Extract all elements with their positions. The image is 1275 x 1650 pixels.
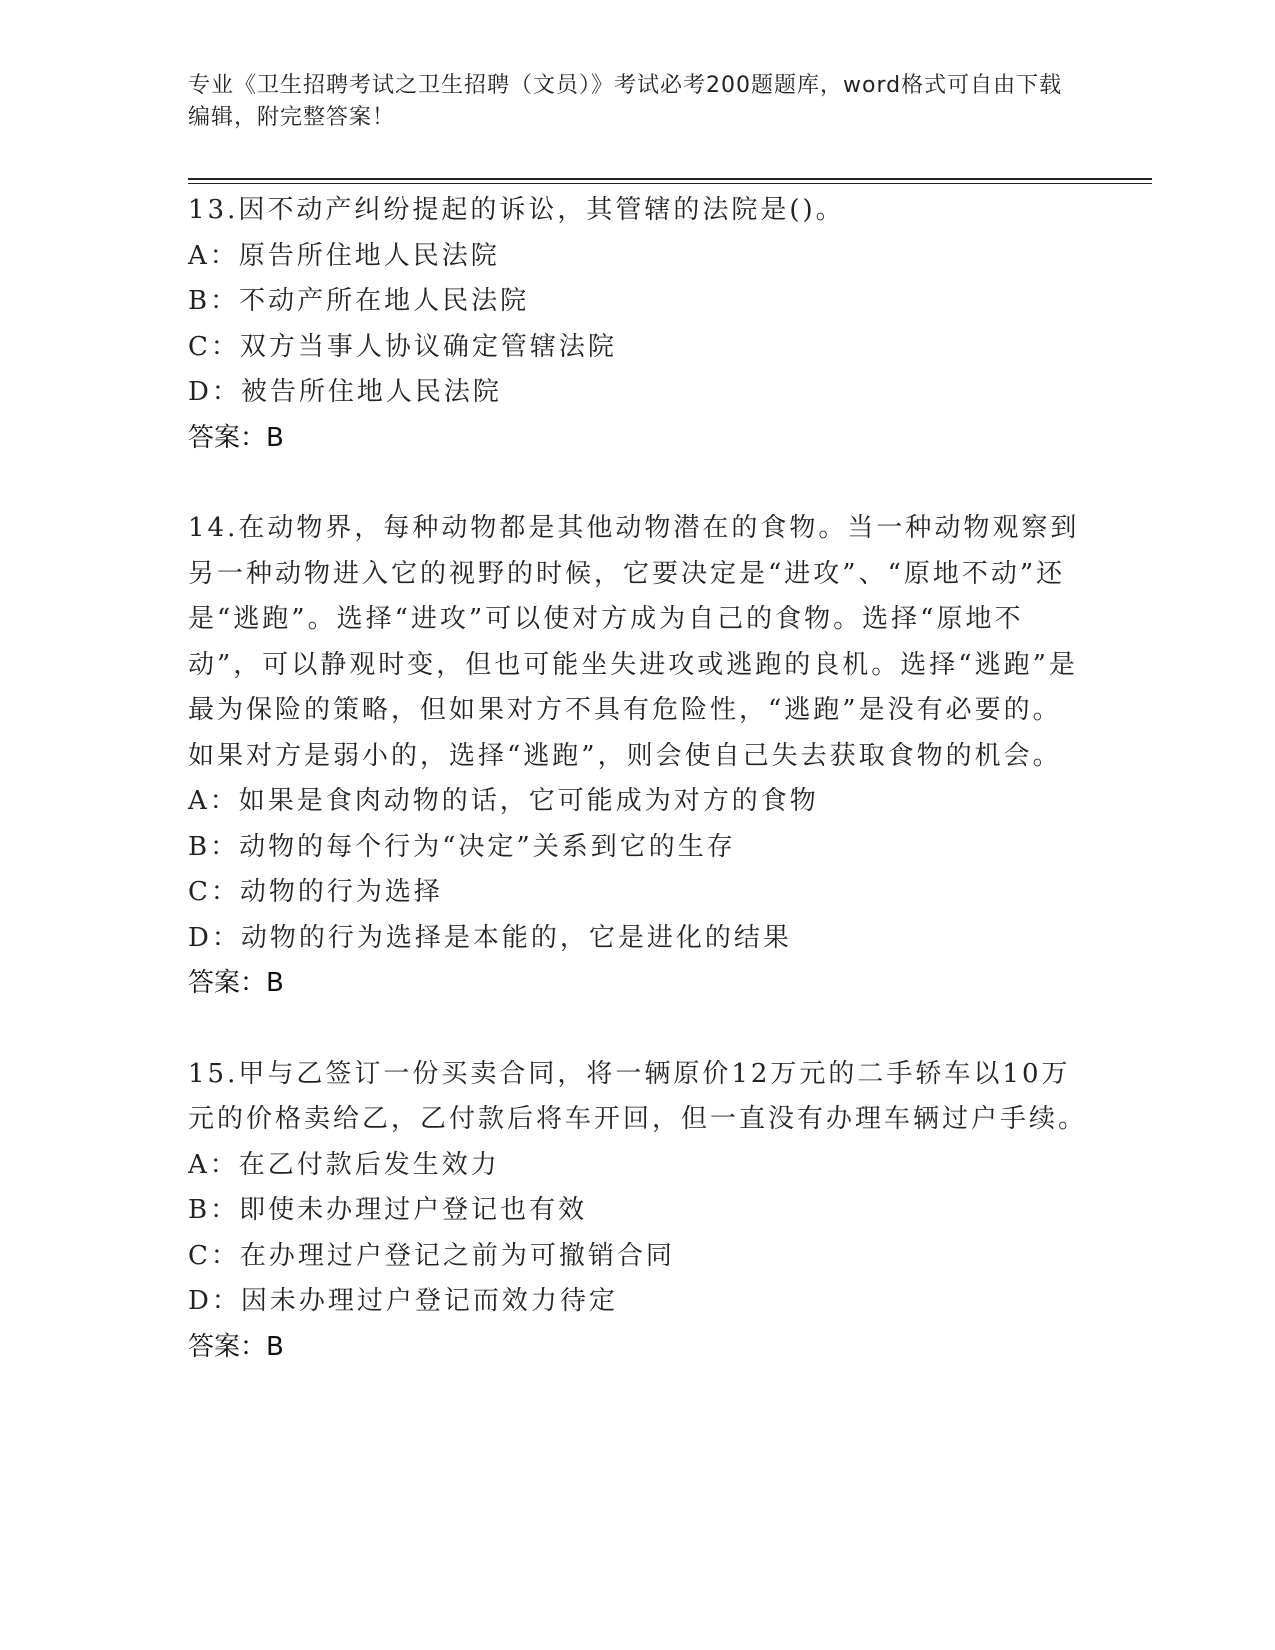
option-d: D：动物的行为选择是本能的，它是进化的结果 [188, 922, 792, 953]
option-a: A：原告所住地人民法院 [188, 240, 500, 271]
question-stem: 15.甲与乙签订一份买卖合同，将一辆原价12万元的二手轿车以10万元的价格卖给乙，乙付款后将车开回，但一直没有办理车辆过户手续。 [188, 1058, 1088, 1134]
option-b: B：即使未办理过户登记也有效 [188, 1195, 588, 1225]
option-a: A：如果是食肉动物的话，它可能成为对方的食物 [188, 786, 819, 816]
question-spacer [188, 1007, 1088, 1052]
header-divider-thin [188, 183, 1152, 184]
option-a: A：在乙付款后发生效力 [188, 1149, 500, 1180]
option-b: B：动物的每个行为“决定”关系到它的生存 [188, 831, 736, 862]
answer-line: 答案：B [188, 422, 284, 453]
question-stem: 14.在动物界，每种动物都是其他动物潜在的食物。当一种动物观察到另一种动物进入它的视野的时候，它要决定是“进攻”、“原地不动”还是“逃跑”。选择“进攻”可以使对方成为自己的食物。选择“原地不动”，可以静观时变，但也可能坐失进攻或逃跑的良机。选择“逃跑”是最为保险的策略，但如果对方不具有危险性，“逃跑”是没有必要的。如果对方是弱小的，选择“逃跑”，则会使自己失去获取食物的机会。 [188, 513, 1080, 771]
question-stem: 13.因不动产纠纷提起的诉讼，其管辖的法院是()。 [188, 195, 845, 225]
option-c: C：动物的行为选择 [188, 877, 443, 907]
question-spacer [188, 461, 1088, 506]
option-d: D：因未办理过户登记而效力待定 [188, 1286, 618, 1316]
option-d: D：被告所住地人民法院 [188, 377, 502, 407]
option-b: B：不动产所在地人民法院 [188, 286, 530, 316]
answer-line: 答案：B [188, 1331, 284, 1362]
question-14 [188, 506, 1088, 1007]
header-divider-thick [188, 178, 1152, 180]
question-list [188, 188, 1088, 1370]
question-13 [188, 188, 1088, 461]
answer-line: 答案：B [188, 968, 284, 998]
document-header: 专业《卫生招聘考试之卫生招聘（文员）》考试必考200题题库，word格式可自由下载编辑，附完整答案！ [188, 73, 1063, 130]
option-c: C：双方当事人协议确定管辖法院 [188, 331, 617, 362]
question-15 [188, 1052, 1088, 1371]
option-c: C：在办理过户登记之前为可撤销合同 [188, 1240, 675, 1271]
